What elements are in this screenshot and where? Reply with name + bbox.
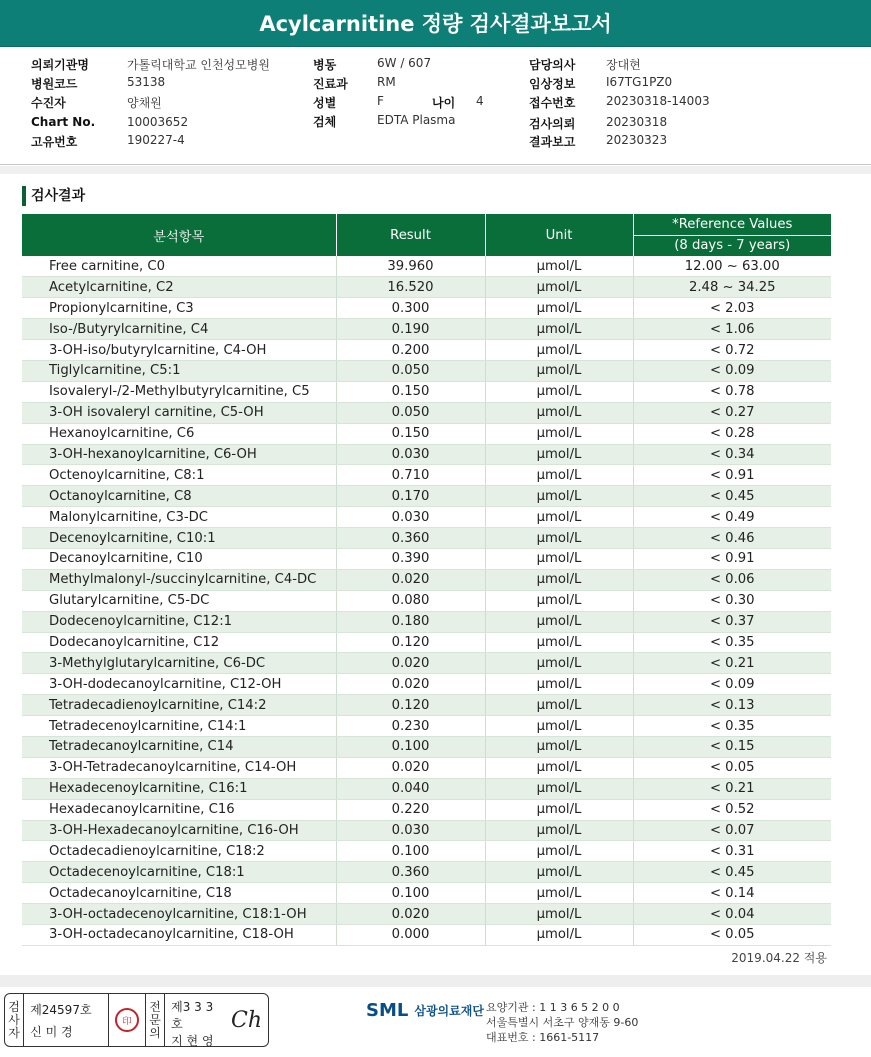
table-row (22, 611, 831, 632)
cell-unit: μmol/L (485, 486, 633, 507)
cell-name: Octadecadienoylcarnitine, C18:2 (22, 841, 336, 862)
cell-ref: < 0.05 (633, 925, 831, 946)
cell-unit: μmol/L (485, 799, 633, 820)
table-row (22, 757, 831, 778)
header-result: Result (336, 214, 485, 256)
doctor-license: 제3 3 3 호 (171, 1000, 214, 1031)
cell-result: 0.030 (336, 444, 485, 465)
cell-name: 3-OH-Hexadecanoylcarnitine, C16-OH (22, 820, 336, 841)
inspector-vertical-label: 검 사 자 (5, 994, 24, 1046)
cell-ref: < 0.14 (633, 883, 831, 904)
cell-unit: μmol/L (485, 778, 633, 799)
table-row (22, 319, 831, 340)
cell-result: 0.000 (336, 925, 485, 946)
cell-name: Acetylcarnitine, C2 (22, 277, 336, 298)
table-row (22, 590, 831, 611)
cell-unit: μmol/L (485, 590, 633, 611)
cell-result: 39.960 (336, 256, 485, 277)
table-row (22, 653, 831, 674)
cell-result: 0.030 (336, 820, 485, 841)
cell-result: 0.120 (336, 695, 485, 716)
header-item: 분석항목 (22, 214, 336, 256)
info-label: 접수번호 (529, 96, 576, 110)
cell-result: 16.520 (336, 277, 485, 298)
cell-ref: < 0.30 (633, 590, 831, 611)
info-value: 20230318 (606, 115, 668, 129)
cell-unit: μmol/L (485, 256, 633, 277)
cell-ref: < 0.04 (633, 904, 831, 925)
cell-ref: < 0.34 (633, 444, 831, 465)
cell-unit: μmol/L (485, 465, 633, 486)
cell-unit: μmol/L (485, 548, 633, 569)
logo-text: SML (366, 1000, 409, 1021)
cell-unit: μmol/L (485, 340, 633, 361)
info-value: 53138 (127, 75, 166, 89)
info-value: 6W / 607 (377, 56, 432, 70)
cell-result: 0.180 (336, 611, 485, 632)
table-row (22, 528, 831, 549)
cell-name: 3-OH-octadecenoylcarnitine, C18:1-OH (22, 904, 336, 925)
cell-ref: < 0.91 (633, 465, 831, 486)
cell-result: 0.200 (336, 340, 485, 361)
table-row (22, 716, 831, 737)
table-row (22, 862, 831, 883)
cell-ref: < 1.06 (633, 319, 831, 340)
cell-name: Hexadecenoylcarnitine, C16:1 (22, 778, 336, 799)
results-table (22, 214, 831, 946)
cell-result: 0.150 (336, 381, 485, 402)
results-body (22, 256, 831, 945)
cell-result: 0.190 (336, 319, 485, 340)
info-value: 가톨릭대학교 인천성모병원 (127, 58, 270, 72)
cell-ref: < 0.07 (633, 820, 831, 841)
table-row (22, 507, 831, 528)
doctor-vertical-label: 전 문 의 (146, 994, 165, 1046)
info-value: 190227-4 (127, 133, 185, 147)
cell-name: 3-OH-hexanoylcarnitine, C6-OH (22, 444, 336, 465)
table-row (22, 444, 831, 465)
age-label: 나이 (432, 96, 456, 110)
cell-ref: < 0.09 (633, 674, 831, 695)
table-row (22, 632, 831, 653)
cell-name: Malonylcarnitine, C3-DC (22, 507, 336, 528)
info-label: 성별 (313, 96, 337, 110)
cell-result: 0.020 (336, 653, 485, 674)
cell-unit: μmol/L (485, 925, 633, 946)
cell-name: Iso-/Butyrylcarnitine, C4 (22, 319, 336, 340)
info-label: 고유번호 (31, 135, 78, 149)
institution-code: 요양기관 : 1 1 3 6 5 2 0 0 (486, 1001, 620, 1014)
cell-unit: μmol/L (485, 528, 633, 549)
table-row (22, 736, 831, 757)
org-name: 삼광의료재단 (414, 1004, 484, 1018)
table-row (22, 402, 831, 423)
cell-unit: μmol/L (485, 402, 633, 423)
cell-unit: μmol/L (485, 381, 633, 402)
cell-name: Decenoylcarnitine, C10:1 (22, 528, 336, 549)
cell-unit: μmol/L (485, 695, 633, 716)
cell-result: 0.030 (336, 507, 485, 528)
cell-result: 0.020 (336, 569, 485, 590)
cell-ref: < 0.49 (633, 507, 831, 528)
cell-ref: < 0.31 (633, 841, 831, 862)
cell-result: 0.360 (336, 528, 485, 549)
header-unit: Unit (485, 214, 633, 256)
cell-unit: μmol/L (485, 904, 633, 925)
header-reference: *Reference Values (633, 214, 831, 235)
cell-result: 0.710 (336, 465, 485, 486)
info-label: 진료과 (313, 77, 348, 91)
table-row (22, 695, 831, 716)
cell-result: 0.020 (336, 757, 485, 778)
table-row (22, 925, 831, 946)
report-title: Acylcarnitine 정량 검사결과보고서 (0, 0, 871, 47)
cell-result: 0.170 (336, 486, 485, 507)
info-label: 병동 (313, 58, 337, 72)
cell-unit: μmol/L (485, 883, 633, 904)
info-value: I67TG1PZ0 (606, 75, 673, 89)
address-line: 서울특별시 서초구 양재동 9-60 (486, 1016, 639, 1029)
cell-unit: μmol/L (485, 319, 633, 340)
cell-unit: μmol/L (485, 632, 633, 653)
inspector-license: 제24597호 (30, 1002, 92, 1017)
info-label: 의뢰기관명 (31, 58, 89, 72)
cell-name: Tetradecenoylcarnitine, C14:1 (22, 716, 336, 737)
table-row (22, 465, 831, 486)
table-row (22, 904, 831, 925)
cell-result: 0.360 (336, 862, 485, 883)
cell-result: 0.120 (336, 632, 485, 653)
patient-info (0, 47, 871, 165)
info-value: 20230318-14003 (606, 94, 710, 108)
info-value: 10003652 (127, 115, 189, 129)
cell-name: Octadecenoylcarnitine, C18:1 (22, 862, 336, 883)
info-value: EDTA Plasma (377, 113, 456, 127)
cell-name: 3-OH-dodecanoylcarnitine, C12-OH (22, 674, 336, 695)
cell-ref: < 0.13 (633, 695, 831, 716)
cell-unit: μmol/L (485, 298, 633, 319)
cell-name: Dodecanoylcarnitine, C12 (22, 632, 336, 653)
cell-result: 0.390 (336, 548, 485, 569)
cell-ref: < 0.46 (633, 528, 831, 549)
cell-unit: μmol/L (485, 674, 633, 695)
info-label: 수진자 (31, 96, 66, 110)
table-row (22, 423, 831, 444)
cell-result: 0.020 (336, 674, 485, 695)
cell-ref: < 0.35 (633, 716, 831, 737)
cell-name: Hexadecanoylcarnitine, C16 (22, 799, 336, 820)
table-row (22, 298, 831, 319)
cell-result: 0.230 (336, 716, 485, 737)
info-label: 결과보고 (529, 135, 576, 149)
cell-name: Methylmalonyl-/succinylcarnitine, C4-DC (22, 569, 336, 590)
cell-ref: < 0.21 (633, 778, 831, 799)
table-row (22, 256, 831, 277)
cell-name: 3-OH isovaleryl carnitine, C5-OH (22, 402, 336, 423)
cell-unit: μmol/L (485, 277, 633, 298)
info-label: Chart No. (31, 115, 96, 129)
info-value: F (377, 94, 384, 108)
table-row (22, 340, 831, 361)
cell-ref: < 0.37 (633, 611, 831, 632)
cell-result: 0.020 (336, 904, 485, 925)
info-label: 검체 (313, 115, 337, 129)
cell-name: 3-OH-octadecanoylcarnitine, C18-OH (22, 925, 336, 946)
cell-unit: μmol/L (485, 862, 633, 883)
cell-result: 0.100 (336, 841, 485, 862)
cell-name: Glutarylcarnitine, C5-DC (22, 590, 336, 611)
cell-name: Tiglylcarnitine, C5:1 (22, 360, 336, 381)
cell-name: 3-OH-iso/butyrylcarnitine, C4-OH (22, 340, 336, 361)
header-reference-range: (8 days - 7 years) (633, 235, 831, 256)
cell-name: Free carnitine, C0 (22, 256, 336, 277)
cell-name: 3-Methylglutarylcarnitine, C6-DC (22, 653, 336, 674)
cell-ref: < 0.52 (633, 799, 831, 820)
table-row (22, 486, 831, 507)
cell-result: 0.100 (336, 883, 485, 904)
cell-result: 0.220 (336, 799, 485, 820)
cell-name: Hexanoylcarnitine, C6 (22, 423, 336, 444)
footer-band (0, 975, 871, 987)
cell-ref: < 0.72 (633, 340, 831, 361)
cell-ref: < 0.91 (633, 548, 831, 569)
cell-unit: μmol/L (485, 569, 633, 590)
info-label: 임상정보 (529, 77, 576, 91)
cell-result: 0.040 (336, 778, 485, 799)
institution-address (486, 1000, 638, 1045)
cell-name: Dodecenoylcarnitine, C12:1 (22, 611, 336, 632)
cell-unit: μmol/L (485, 653, 633, 674)
cell-ref: < 0.21 (633, 653, 831, 674)
cell-ref: 2.48 ~ 34.25 (633, 277, 831, 298)
sml-logo (366, 1000, 484, 1021)
age-value: 4 (476, 94, 484, 108)
cell-ref: < 0.35 (633, 632, 831, 653)
cell-ref: < 0.09 (633, 360, 831, 381)
info-value: 장대현 (606, 58, 641, 72)
applied-note: 2019.04.22 적용 (731, 951, 827, 965)
table-row (22, 778, 831, 799)
table-row (22, 548, 831, 569)
table-row (22, 674, 831, 695)
cell-unit: μmol/L (485, 360, 633, 381)
cell-name: Decanoylcarnitine, C10 (22, 548, 336, 569)
cell-name: Isovaleryl-/2-Methylbutyrylcarnitine, C5 (22, 381, 336, 402)
cell-name: Tetradecanoylcarnitine, C14 (22, 736, 336, 757)
table-row (22, 883, 831, 904)
cell-ref: < 0.28 (633, 423, 831, 444)
cell-name: Octanoylcarnitine, C8 (22, 486, 336, 507)
info-label: 병원코드 (31, 77, 78, 91)
table-row (22, 360, 831, 381)
cell-unit: μmol/L (485, 611, 633, 632)
cell-ref: < 0.05 (633, 757, 831, 778)
doctor-name: 지 현 영 (171, 1034, 214, 1048)
cell-name: Propionylcarnitine, C3 (22, 298, 336, 319)
separator (0, 166, 871, 174)
cell-ref: < 0.78 (633, 381, 831, 402)
cell-result: 0.050 (336, 402, 485, 423)
section-title: 검사결과 (22, 186, 85, 206)
inspector-name: 신 미 경 (30, 1024, 73, 1039)
seal-icon: 印 (115, 1008, 139, 1032)
cell-unit: μmol/L (485, 507, 633, 528)
cell-unit: μmol/L (485, 841, 633, 862)
table-row (22, 569, 831, 590)
cell-ref: < 2.03 (633, 298, 831, 319)
cell-unit: μmol/L (485, 757, 633, 778)
phone-line: 대표번호 : 1661-5117 (486, 1031, 600, 1044)
cell-name: Octenoylcarnitine, C8:1 (22, 465, 336, 486)
cell-result: 0.080 (336, 590, 485, 611)
cell-unit: μmol/L (485, 423, 633, 444)
table-row (22, 841, 831, 862)
cell-ref: < 0.45 (633, 862, 831, 883)
cell-ref: 12.00 ~ 63.00 (633, 256, 831, 277)
cell-name: Octadecanoylcarnitine, C18 (22, 883, 336, 904)
cell-name: 3-OH-Tetradecanoylcarnitine, C14-OH (22, 757, 336, 778)
cell-ref: < 0.45 (633, 486, 831, 507)
table-row (22, 799, 831, 820)
cell-unit: μmol/L (485, 736, 633, 757)
cell-unit: μmol/L (485, 716, 633, 737)
info-label: 검사의뢰 (529, 117, 576, 131)
signature-box (4, 993, 269, 1047)
info-value: 20230323 (606, 133, 668, 147)
cell-result: 0.050 (336, 360, 485, 381)
info-value: 양채원 (127, 96, 162, 110)
table-row (22, 381, 831, 402)
cell-result: 0.150 (336, 423, 485, 444)
table-row (22, 820, 831, 841)
signature: Ch (230, 1007, 262, 1033)
table-row (22, 277, 831, 298)
cell-result: 0.300 (336, 298, 485, 319)
info-label: 담당의사 (529, 58, 576, 72)
cell-name: Tetradecadienoylcarnitine, C14:2 (22, 695, 336, 716)
cell-result: 0.100 (336, 736, 485, 757)
info-value: RM (377, 75, 396, 89)
cell-ref: < 0.15 (633, 736, 831, 757)
cell-ref: < 0.27 (633, 402, 831, 423)
cell-ref: < 0.06 (633, 569, 831, 590)
cell-unit: μmol/L (485, 820, 633, 841)
cell-unit: μmol/L (485, 444, 633, 465)
